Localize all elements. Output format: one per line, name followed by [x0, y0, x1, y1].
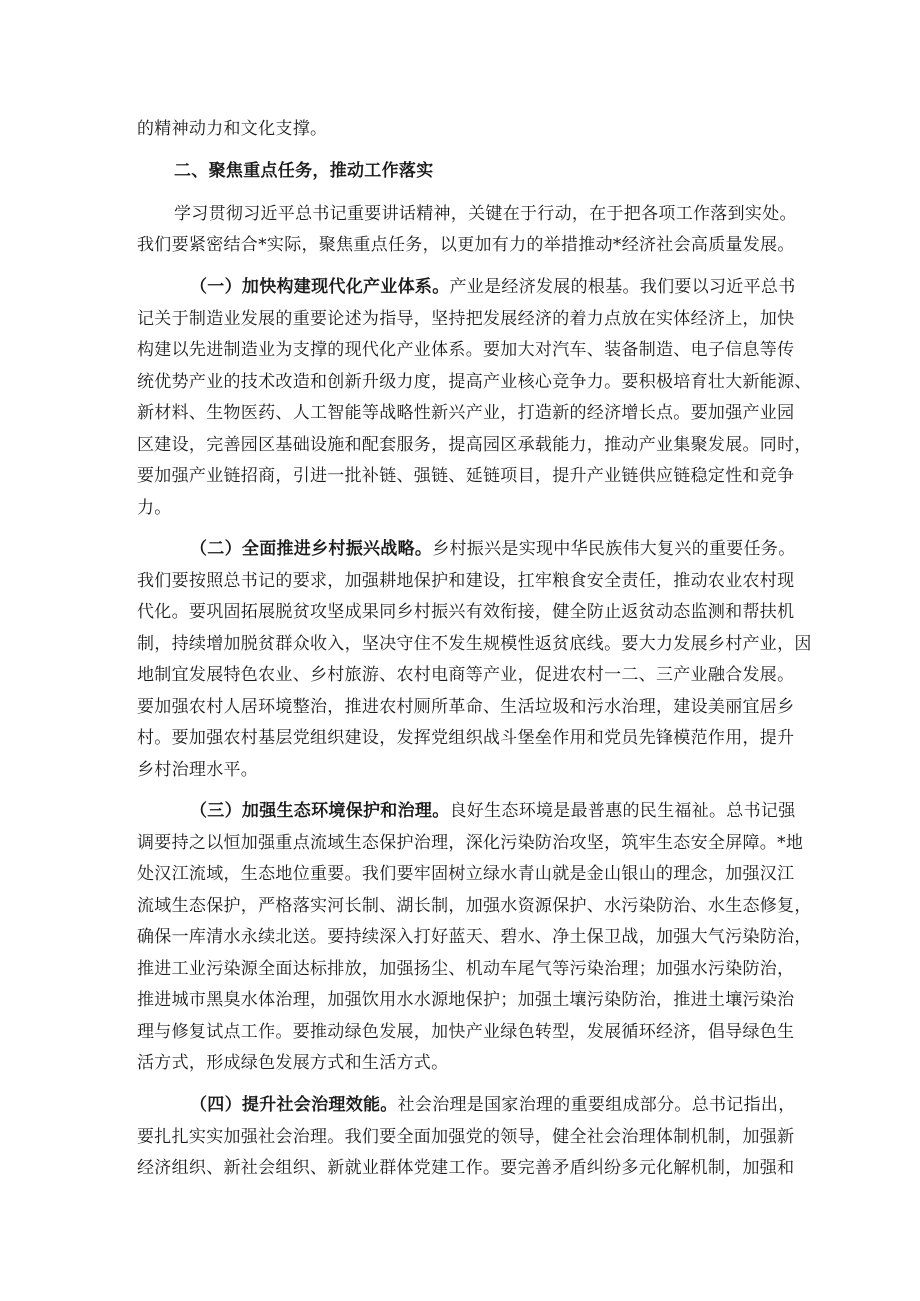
paragraph-line: 流域生态保护，严格落实河长制、湖长制，加强水资源保护、水污染防治、水生态修复，	[137, 896, 812, 916]
paragraph-line: 力。	[137, 498, 172, 518]
intro-tail-line: 的精神动力和文化支撑。	[137, 119, 328, 139]
paragraph-first-line	[190, 538, 796, 560]
paragraph-title: （二）全面推进乡村振兴战略。	[190, 539, 433, 559]
paragraph-text: 产业是经济发展的根基。我们要以习近平总书	[449, 277, 796, 297]
paragraph-line: 处汉江流域，生态地位重要。我们要牢固树立绿水青山就是金山银山的理念，加强汉江	[137, 864, 795, 884]
paragraph-line: 新材料、生物医药、人工智能等战略性新兴产业，打造新的经济增长点。要加强产业园	[137, 403, 795, 423]
paragraph-first-line	[190, 1094, 796, 1116]
paragraph-line: 要加强农村人居环境整治，推进农村厕所革命、生活垃圾和污水治理，建设美丽宜居乡	[137, 697, 795, 717]
paragraph-first-line	[190, 276, 796, 298]
section-heading: 二、聚焦重点任务，推动工作落实	[174, 161, 434, 181]
paragraph-text: 社会治理是国家治理的重要组成部分。总书记指出，	[397, 1095, 796, 1115]
paragraph-line: 乡村治理水平。	[137, 760, 259, 780]
paragraph-text: 乡村振兴是实现中华民族伟大复兴的重要任务。	[432, 539, 796, 559]
paragraph-line: 要加强产业链招商，引进一批补链、强链、延链项目，提升产业链供应链稳定性和竞争	[137, 466, 795, 486]
paragraph-line: 代化。要巩固拓展脱贫攻坚成果同乡村振兴有效衔接，健全防止返贫动态监测和帮扶机	[137, 602, 795, 622]
paragraph-line: 理与修复试点工作。要推动绿色发展，加快产业绿色转型，发展循环经济，倡导绿色生	[137, 1022, 795, 1042]
paragraph-text: 良好生态环境是最普惠的民生福祉。总书记强	[449, 801, 796, 821]
paragraph-line: 要扎扎实实加强社会治理。我们要全面加强党的领导，健全社会治理体制机制，加强新	[137, 1127, 795, 1147]
paragraph-line: 记关于制造业发展的重要论述为指导，坚持把发展经济的着力点放在实体经济上，加快	[137, 309, 795, 329]
paragraph-line: 区建设，完善园区基础设施和配套服务，提高园区承载能力，推动产业集聚发展。同时，	[137, 435, 812, 455]
paragraph-line: 我们要按照总书记的要求，加强耕地保护和建设，扛牢粮食安全责任，推动农业农村现	[137, 571, 795, 591]
paragraph-line: 调要持之以恒加强重点流域生态保护治理，深化污染防治攻坚，筑牢生态安全屏障。*地	[137, 833, 804, 853]
section-intro-line: 我们要紧密结合*实际，聚焦重点任务，以更加有力的举措推动*经济社会高质量发展。	[137, 235, 795, 255]
paragraph-title: （一）加快构建现代化产业体系。	[190, 277, 450, 297]
paragraph-title: （四）提升社会治理效能。	[190, 1095, 398, 1115]
paragraph-line: 制，持续增加脱贫群众收入，坚决守住不发生规模性返贫底线。要大力发展乡村产业，因	[137, 634, 812, 654]
paragraph-line: 活方式，形成绿色发展方式和生活方式。	[137, 1053, 449, 1073]
paragraph-line: 经济组织、新社会组织、新就业群体党建工作。要完善矛盾纠纷多元化解机制，加强和	[137, 1158, 795, 1178]
section-intro-line: 学习贯彻习近平总书记重要讲话精神，关键在于行动，在于把各项工作落到实处。	[174, 204, 797, 224]
paragraph-line: 村。要加强农村基层党组织建设，发挥党组织战斗堡垒作用和党员先锋模范作用，提升	[137, 728, 795, 748]
paragraph-line: 构建以先进制造业为支撑的现代化产业体系。要加大对汽车、装备制造、电子信息等传	[137, 340, 795, 360]
paragraph-line: 推进工业污染源全面达标排放，加强扬尘、机动车尾气等污染治理；加强水污染防治，	[137, 959, 795, 979]
paragraph-title: （三）加强生态环境保护和治理。	[190, 801, 450, 821]
paragraph-line: 统优势产业的技术改造和创新升级力度，提高产业核心竞争力。要积极培育壮大新能源、	[137, 372, 812, 392]
paragraph-line: 确保一库清水永续北送。要持续深入打好蓝天、碧水、净土保卫战，加强大气污染防治，	[137, 927, 812, 947]
paragraph-line: 推进城市黑臭水体治理，加强饮用水水源地保护；加强土壤污染防治，推进土壤污染治	[137, 990, 795, 1010]
paragraph-first-line	[190, 800, 796, 822]
paragraph-line: 地制宜发展特色农业、乡村旅游、农村电商等产业，促进农村一二、三产业融合发展。	[137, 665, 795, 685]
